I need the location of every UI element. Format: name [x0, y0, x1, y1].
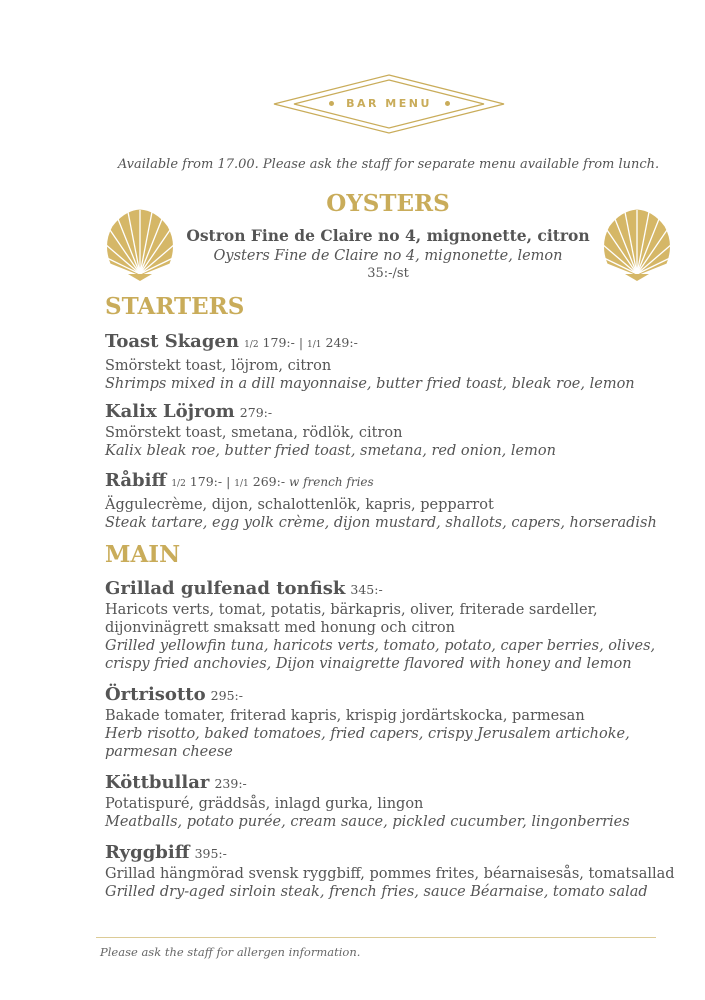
item-name: Ryggbiff — [105, 842, 190, 863]
item-description-swedish: Bakade tomater, friterad kapris, krispig jordärtskocka, parmesan — [105, 708, 585, 724]
bar-menu-badge — [273, 74, 505, 134]
menu-item-ryggbiff — [105, 841, 695, 901]
item-description-swedish: Äggulecrème, dijon, schalottenlök, kapris, pepparrot — [105, 497, 494, 513]
footer-divider — [96, 937, 656, 938]
menu-item-kottbullar — [105, 771, 695, 831]
item-name: Toast Skagen — [105, 331, 239, 352]
item-name: Råbiff — [105, 470, 167, 491]
item-description-english: Shrimps mixed in a dill mayonnaise, butter fried toast, bleak roe, lemon — [105, 376, 635, 392]
item-price: 1/2 179:- | 1/1 249:- — [244, 335, 358, 350]
item-name: Kalix Löjrom — [105, 401, 235, 422]
item-description-english: Grilled yellowfin tuna, haricots verts, tomato, potato, caper berries, olives, — [105, 638, 656, 654]
item-price: 295:- — [210, 688, 243, 703]
item-price: 1/2 179:- | 1/1 269:- w french fries — [171, 474, 374, 489]
item-description-swedish: Smörstekt toast, löjrom, citron — [105, 358, 332, 374]
item-description-swedish: Smörstekt toast, smetana, rödlök, citron — [105, 425, 403, 441]
item-description-english: Kalix bleak roe, butter fried toast, smetana, red onion, lemon — [105, 443, 556, 459]
menu-item-kalix-lojrom — [105, 400, 695, 460]
scallop-shell-icon — [100, 206, 180, 282]
item-description-swedish: dijonvinägrett smaksatt med honung och citron — [105, 620, 455, 636]
starters-heading: STARTERS — [105, 293, 245, 320]
main-heading: MAIN — [105, 541, 181, 568]
item-description-swedish: Potatispuré, gräddsås, inlagd gurka, lingon — [105, 796, 424, 812]
item-description-swedish: Grillad hängmörad svensk ryggbiff, pommes frites, béarnaisesås, tomatsallad — [105, 866, 675, 882]
item-price: 345:- — [350, 582, 383, 597]
item-description-swedish: Haricots verts, tomat, potatis, bärkapris, oliver, friterade sardeller, — [105, 602, 598, 618]
item-price: 395:- — [194, 846, 227, 861]
allergen-note: Please ask the staff for allergen information. — [100, 945, 361, 959]
menu-item-ortrisotto — [105, 683, 695, 761]
item-description-english: crispy fried anchovies, Dijon vinaigrette flavored with honey and lemon — [105, 656, 632, 672]
item-name: Örtrisotto — [105, 684, 206, 705]
menu-item-toast-skagen — [105, 330, 695, 393]
oyster-price: 35:-/st — [367, 266, 409, 281]
oyster-name: Ostron Fine de Claire no 4, mignonette, citron — [186, 226, 590, 245]
oyster-english: Oysters Fine de Claire no 4, mignonette, lemon — [213, 248, 563, 264]
item-price: 239:- — [214, 776, 247, 791]
scallop-shell-icon — [597, 206, 677, 282]
item-description-english: Steak tartare, egg yolk crème, dijon mustard, shallots, capers, horseradish — [105, 515, 657, 531]
item-price: 279:- — [239, 405, 273, 420]
item-description-english: Grilled dry-aged sirloin steak, french fries, sauce Béarnaise, tomato salad — [105, 884, 648, 900]
menu-item-grillad-tonfisk — [105, 577, 695, 673]
badge-label: BAR MENU — [346, 97, 432, 110]
item-description-english: Meatballs, potato purée, cream sauce, pickled cucumber, lingonberries — [105, 814, 630, 830]
menu-item-rabiff — [105, 469, 695, 532]
item-name: Grillad gulfenad tonfisk — [105, 578, 346, 599]
oyster-item — [176, 225, 600, 283]
item-description-english: parmesan cheese — [105, 744, 233, 760]
item-description-english: Herb risotto, baked tomatoes, fried capers, crispy Jerusalem artichoke, — [105, 726, 630, 742]
item-name: Köttbullar — [105, 772, 210, 793]
oysters-heading: OYSTERS — [326, 190, 450, 217]
availability-note: Available from 17.00. Please ask the staff for separate menu available from lunch. — [117, 157, 660, 172]
